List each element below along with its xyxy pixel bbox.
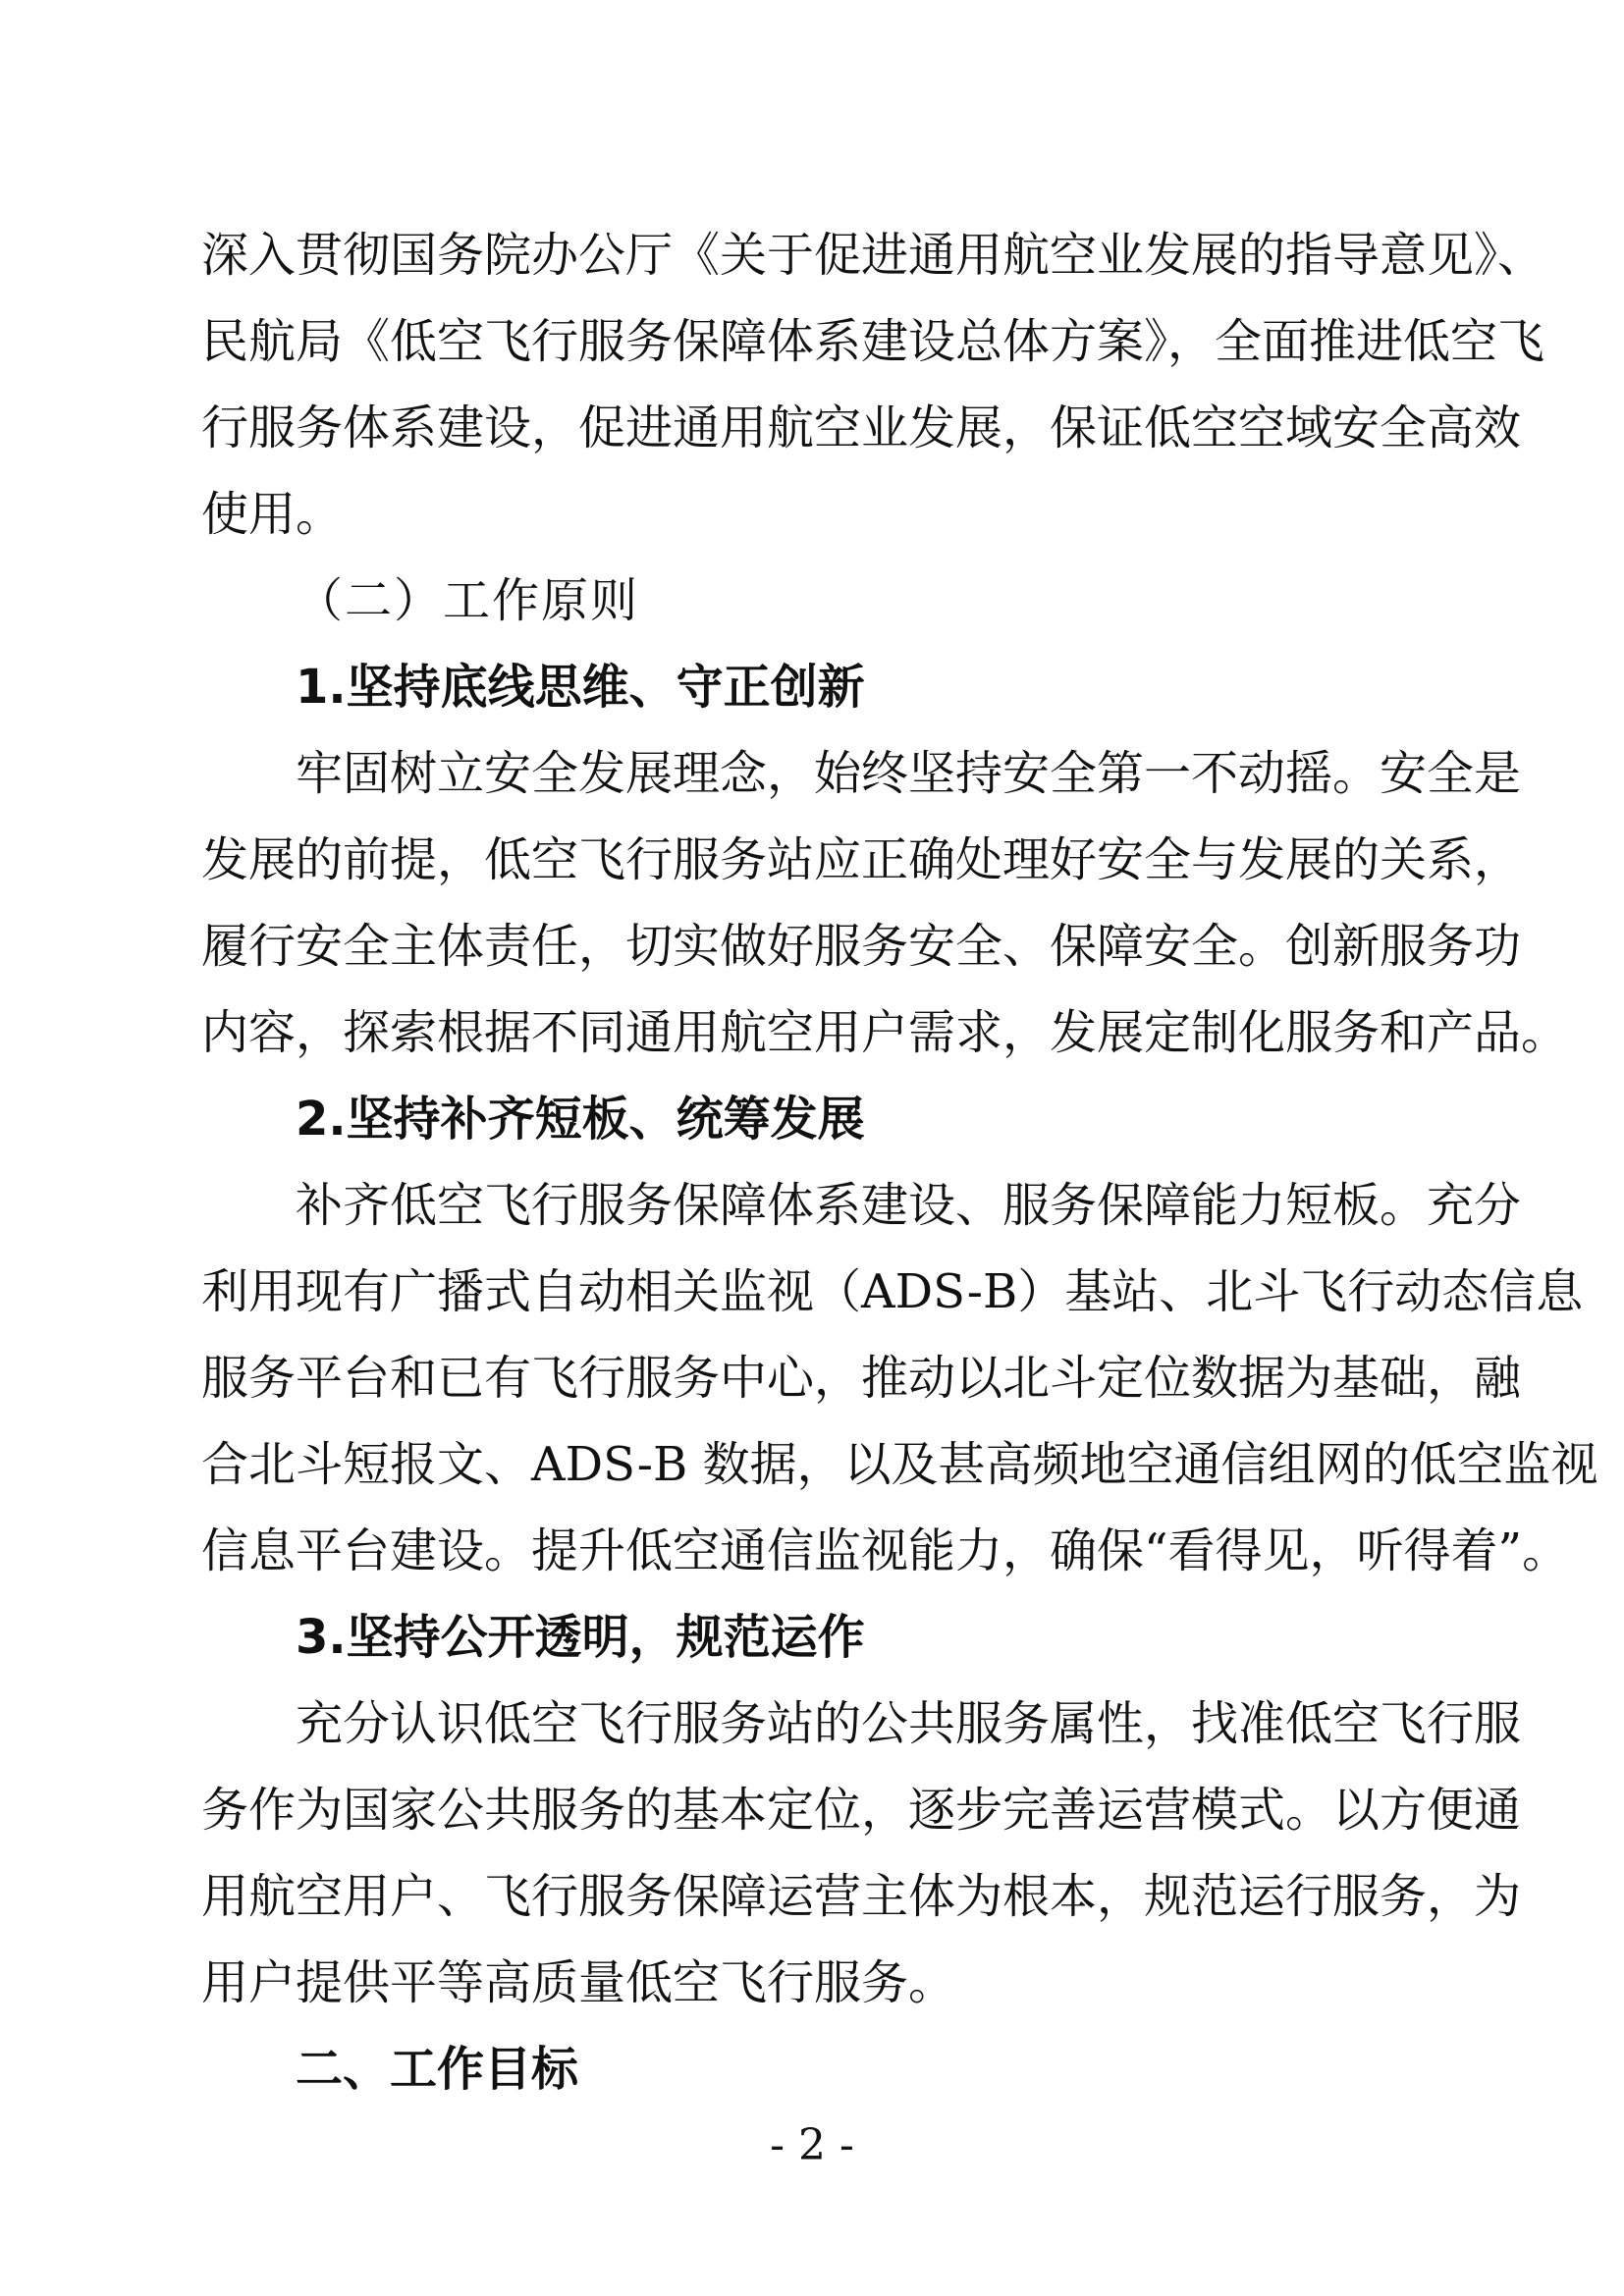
principle-heading-3: 3.坚持公开透明，规范运作 (296, 1610, 865, 1665)
principle-heading-2: 2.坚持补齐短板、统筹发展 (296, 1092, 865, 1147)
body-text-line: 利用现有广播式自动相关监视（ADS-B）基站、北斗飞行动态信息 (201, 1264, 1584, 1319)
body-text-line: 内容，探索根据不同通用航空用户需求，发展定制化服务和产品。 (201, 1005, 1569, 1060)
body-text-line: 务作为国家公共服务的基本定位，逐步完善运营模式。以方便通 (201, 1783, 1522, 1838)
body-text-line: 行服务体系建设，促进通用航空业发展，保证低空空域安全高效 (201, 400, 1522, 455)
body-text-line: 补齐低空飞行服务保障体系建设、服务保障能力短板。充分 (296, 1178, 1522, 1233)
page-number: - 2 - (770, 2120, 854, 2170)
body-text-line: 深入贯彻国务院办公厅《关于促进通用航空业发展的指导意见》、 (201, 228, 1545, 283)
body-text-line: 信息平台建设。提升低空通信监视能力，确保“看得见，听得着”。 (201, 1523, 1570, 1578)
section-heading: 二、工作目标 (296, 2042, 579, 2097)
body-text-line: 合北斗短报文、ADS-B 数据，以及甚高频地空通信组网的低空监视 (201, 1437, 1598, 1492)
body-text-line: 民航局《低空飞行服务保障体系建设总体方案》，全面推进低空飞 (201, 314, 1545, 369)
body-text-line: 发展的前提，低空飞行服务站应正确处理好安全与发展的关系， (201, 832, 1522, 887)
body-text-line: 牢固树立安全发展理念，始终坚持安全第一不动摇。安全是 (296, 746, 1522, 801)
section-subheading: （二）工作原则 (296, 573, 640, 628)
body-text-line: 用户提供平等高质量低空飞行服务。 (201, 1955, 956, 2010)
body-text-line: 用航空用户、飞行服务保障运营主体为根本，规范运行服务，为 (201, 1869, 1522, 1924)
body-text-line: 充分认识低空飞行服务站的公共服务属性，找准低空飞行服 (296, 1696, 1522, 1751)
body-text-line: 服务平台和已有飞行服务中心，推动以北斗定位数据为基础，融 (201, 1351, 1522, 1406)
principle-heading-1: 1.坚持底线思维、守正创新 (296, 660, 865, 715)
body-text-line: 履行安全主体责任，切实做好服务安全、保障安全。创新服务功 (201, 919, 1522, 974)
body-text-line: 使用。 (201, 487, 344, 542)
